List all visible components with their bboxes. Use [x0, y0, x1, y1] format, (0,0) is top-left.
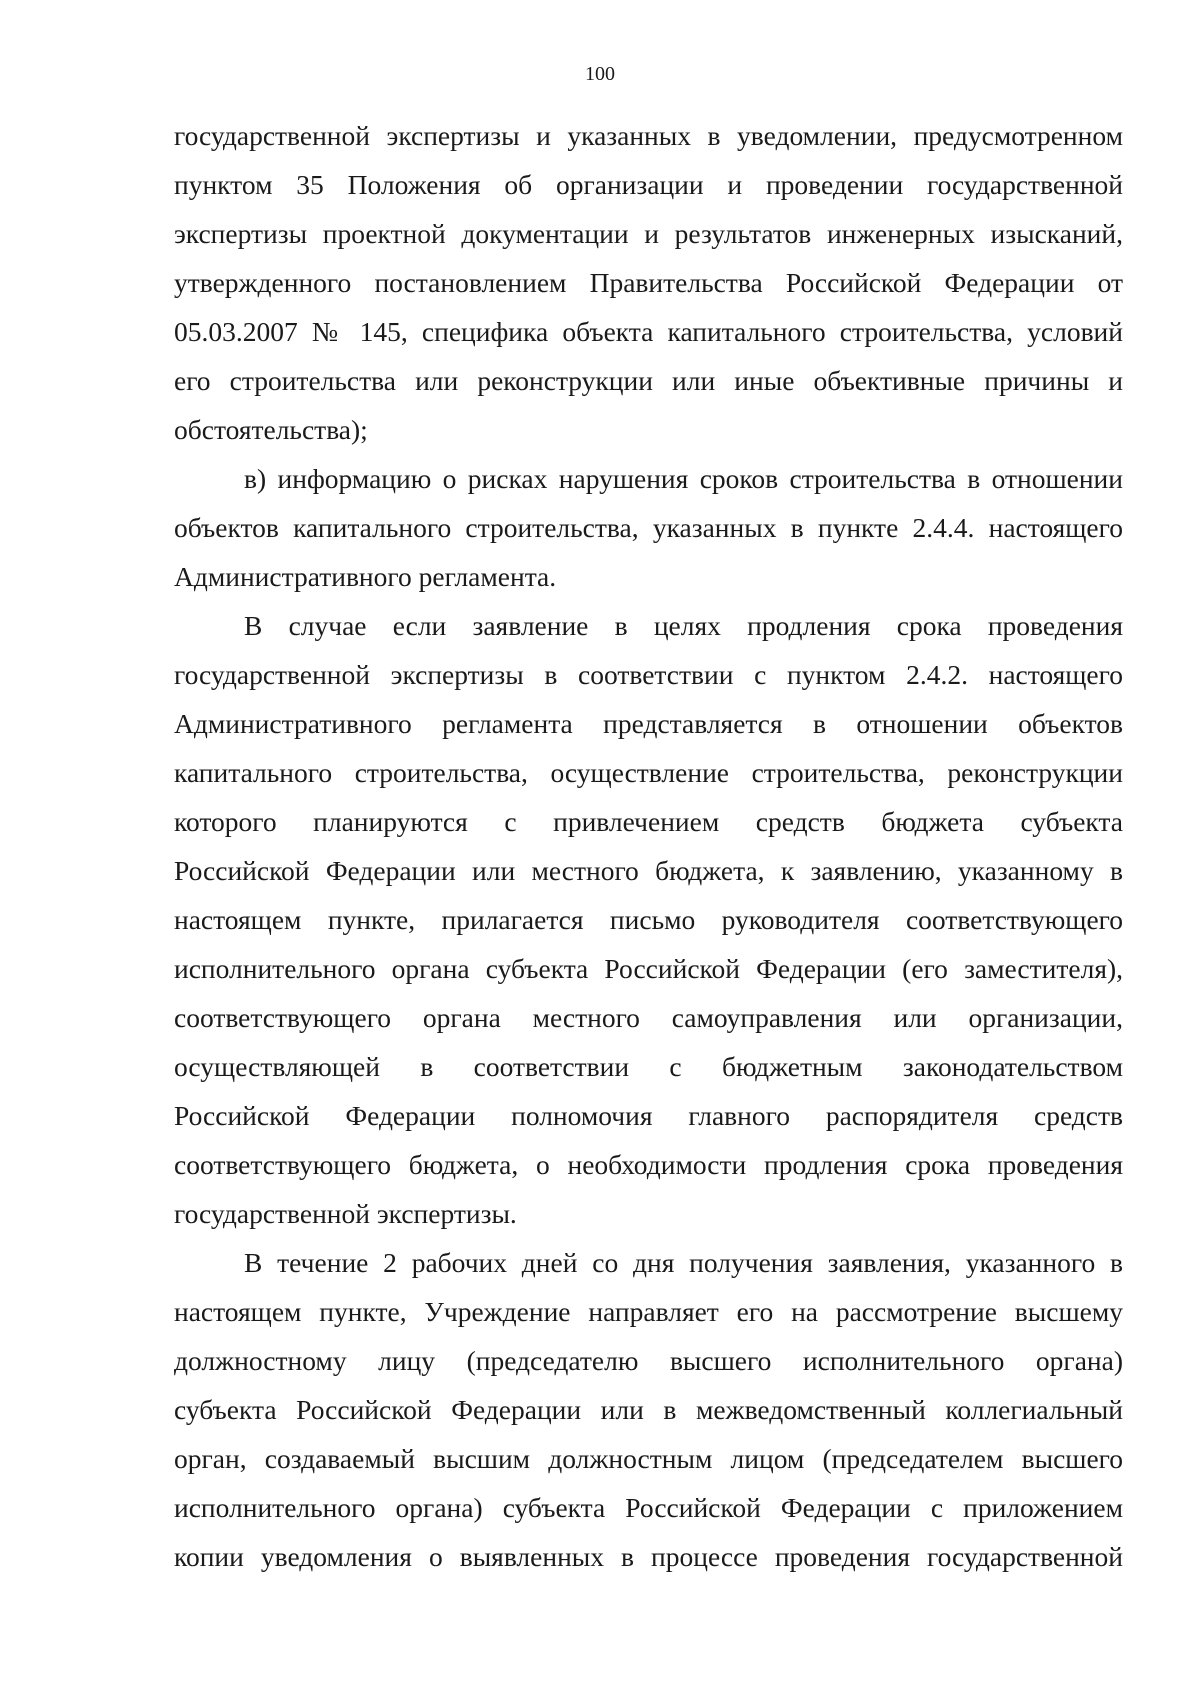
text-line: которого планируются с привлечением средств бюджета субъекта: [174, 806, 1123, 837]
text-line: Административного регламента.: [174, 561, 557, 592]
text-line: должностному лицу (председателю высшего исполнительного органа): [174, 1345, 1123, 1376]
text-line: исполнительного органа) субъекта Российской Федерации с приложением: [174, 1492, 1123, 1523]
text-line: объектов капитального строительства, указанных в пункте 2.4.4. настоящего: [174, 512, 1123, 543]
text-line: В течение 2 рабочих дней со дня получения заявления, указанного в: [244, 1247, 1123, 1278]
text-line: копии уведомления о выявленных в процессе проведения государственной: [174, 1541, 1123, 1572]
text-line: соответствующего органа местного самоуправления или организации,: [174, 1002, 1123, 1033]
text-line: настоящем пункте, прилагается письмо руководителя соответствующего: [174, 904, 1123, 935]
text-line: настоящем пункте, Учреждение направляет его на рассмотрение высшему: [174, 1296, 1123, 1327]
text-line: обстоятельства);: [174, 414, 368, 445]
text-line: государственной экспертизы.: [174, 1198, 517, 1229]
text-line: исполнительного органа субъекта Российской Федерации (его заместителя),: [174, 953, 1123, 984]
text-line: его строительства или реконструкции или иные объективные причины и: [174, 365, 1123, 396]
text-line: экспертизы проектной документации и результатов инженерных изысканий,: [174, 218, 1123, 249]
text-line: капитального строительства, осуществление строительства, реконструкции: [174, 757, 1123, 788]
text-line: субъекта Российской Федерации или в межведомственный коллегиальный: [174, 1394, 1123, 1425]
text-line: в) информацию о рисках нарушения сроков строительства в отношении: [244, 463, 1123, 494]
document-body: [174, 111, 1123, 1581]
page-number: 100: [585, 63, 615, 85]
text-line: Российской Федерации полномочия главного распорядителя средств: [174, 1100, 1123, 1131]
text-line: утвержденного постановлением Правительства Российской Федерации от: [174, 267, 1123, 298]
text-line: орган, создаваемый высшим должностным лицом (председателем высшего: [174, 1443, 1123, 1474]
text-line: осуществляющей в соответствии с бюджетным законодательством: [174, 1051, 1123, 1082]
text-line: государственной экспертизы в соответствии с пунктом 2.4.2. настоящего: [174, 659, 1123, 690]
text-line: Российской Федерации или местного бюджета, к заявлению, указанному в: [174, 855, 1123, 886]
text-line: В случае если заявление в целях продления срока проведения: [244, 610, 1123, 641]
text-line: пунктом 35 Положения об организации и проведении государственной: [174, 169, 1123, 200]
text-line: 05.03.2007 № 145, специфика объекта капитального строительства, условий: [174, 316, 1123, 347]
text-line: соответствующего бюджета, о необходимости продления срока проведения: [174, 1149, 1123, 1180]
text-line: государственной экспертизы и указанных в уведомлении, предусмотренном: [174, 120, 1123, 151]
text-line: Административного регламента представляется в отношении объектов: [174, 708, 1123, 739]
